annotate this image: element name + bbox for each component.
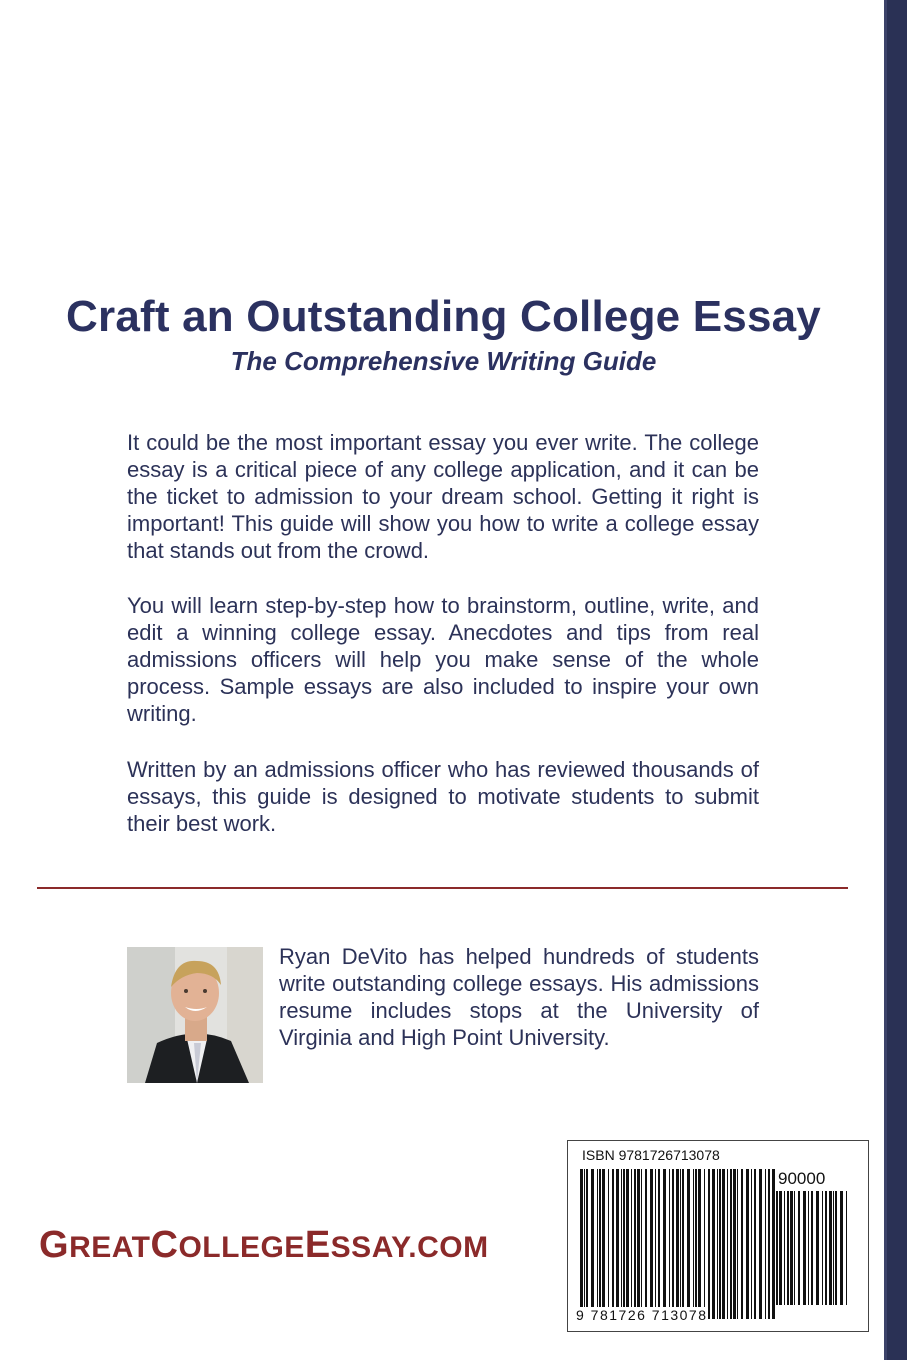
author-bio: Ryan DeVito has helped hundreds of students write outstanding college essays. His admissions resume includes stops at the University of Virginia and High Point University. — [279, 944, 759, 1050]
blurb-paragraph-2: You will learn step-by-step how to brainstorm, outline, write, and edit a winning college essay. Anecdotes and tips from real admissions officers will help you make sense of the whole process. Sample essays are also included to inspire your own writing. — [127, 593, 759, 726]
barcode-bar — [680, 1169, 681, 1319]
price-addon-bars — [774, 1191, 850, 1305]
barcode-bar — [765, 1169, 766, 1319]
blurb-paragraph-1: It could be the most important essay you ever write. The college essay is a critical piece of any college application, and it can be the ticket to admission to your dream school. Getting it right is important! This guide will show you how to write a college essay that stands out from the crowd. — [127, 430, 759, 563]
barcode-bar — [825, 1191, 827, 1305]
barcode-bar — [669, 1169, 670, 1319]
barcode-bar — [822, 1191, 823, 1305]
barcode-bar — [698, 1169, 701, 1319]
barcode-bar — [776, 1191, 778, 1305]
barcode-bar — [599, 1169, 601, 1319]
barcode-bar — [602, 1169, 605, 1319]
divider-rule — [37, 887, 848, 889]
svg-text:GREATCOLLEGEESSAY.COM: GREATCOLLEGEESSAY.COM — [39, 1224, 489, 1266]
barcode-bar — [584, 1169, 585, 1319]
barcode-bar — [616, 1169, 619, 1319]
barcode-bar — [746, 1169, 749, 1319]
barcode-bar — [612, 1169, 614, 1319]
barcode-bar — [712, 1169, 715, 1319]
price-code: 90000 — [778, 1169, 826, 1188]
barcode-bar — [733, 1169, 736, 1319]
book-subtitle: The Comprehensive Writing Guide — [230, 346, 657, 376]
barcode-bar — [794, 1191, 795, 1305]
spine-edge — [884, 0, 907, 1360]
barcode-bar — [591, 1169, 594, 1319]
barcode-bar — [693, 1169, 694, 1319]
barcode-bar — [798, 1191, 800, 1305]
barcode-bar — [663, 1169, 666, 1319]
barcode-bar — [759, 1169, 762, 1319]
author-portrait-image — [127, 947, 263, 1083]
barcode-bar — [741, 1169, 743, 1319]
barcode-bar — [754, 1169, 756, 1319]
barcode-bar — [790, 1191, 793, 1305]
barcode-bar — [811, 1191, 813, 1305]
barcode-bar — [737, 1169, 738, 1319]
website-link[interactable] — [39, 1222, 559, 1275]
barcode-bar — [833, 1191, 834, 1305]
barcode-bars — [578, 1169, 778, 1319]
barcode-bar — [779, 1191, 782, 1305]
barcode-bar — [768, 1169, 770, 1319]
isbn-label: ISBN 9781726713078 — [582, 1147, 720, 1163]
barcode-bar — [658, 1169, 660, 1319]
barcode-bar — [621, 1169, 622, 1319]
barcode-bar — [829, 1191, 832, 1305]
barcode-bar — [634, 1169, 636, 1319]
barcode-bar — [784, 1191, 785, 1305]
barcode-bar — [586, 1169, 588, 1319]
barcode-bar — [631, 1169, 632, 1319]
barcode-bar — [637, 1169, 640, 1319]
website-logotype — [39, 1222, 559, 1266]
barcode-bar — [727, 1169, 728, 1319]
barcode-bar — [840, 1191, 843, 1305]
barcode-bar — [682, 1169, 684, 1319]
barcode-bar — [722, 1169, 725, 1319]
barcode-bar — [641, 1169, 642, 1319]
barcode-bar — [655, 1169, 656, 1319]
barcode-bar — [808, 1191, 809, 1305]
barcode-bar — [846, 1191, 847, 1305]
barcode-bar — [623, 1169, 625, 1319]
barcode-bar — [730, 1169, 732, 1319]
barcode-bar — [787, 1191, 789, 1305]
barcode-bar — [835, 1191, 837, 1305]
barcode-bar — [751, 1169, 752, 1319]
blurb-paragraph-3: Written by an admissions officer who has reviewed thousands of essays, this guide is designed to motivate students to submit their best work. — [127, 757, 759, 836]
barcode-bar — [645, 1169, 647, 1319]
barcode-bar — [717, 1169, 718, 1319]
barcode-bar — [580, 1169, 583, 1319]
barcode-bar — [719, 1169, 721, 1319]
book-title: Craft an Outstanding College Essay — [66, 292, 821, 341]
isbn-barcode — [567, 1140, 869, 1332]
barcode-bar — [672, 1169, 674, 1319]
barcode-bar — [650, 1169, 653, 1319]
barcode-bar — [687, 1169, 690, 1319]
barcode-digits: 9 781726 713078 — [576, 1307, 708, 1323]
barcode-bar — [608, 1169, 609, 1319]
barcode-bar — [676, 1169, 679, 1319]
barcode-bar — [695, 1169, 697, 1319]
barcode-bar — [704, 1169, 705, 1319]
barcode-bar — [816, 1191, 819, 1305]
barcode-bar — [597, 1169, 598, 1319]
barcode-bar — [803, 1191, 806, 1305]
barcode-bar — [626, 1169, 629, 1319]
barcode-bar — [708, 1169, 710, 1319]
author-photo — [127, 947, 263, 1083]
